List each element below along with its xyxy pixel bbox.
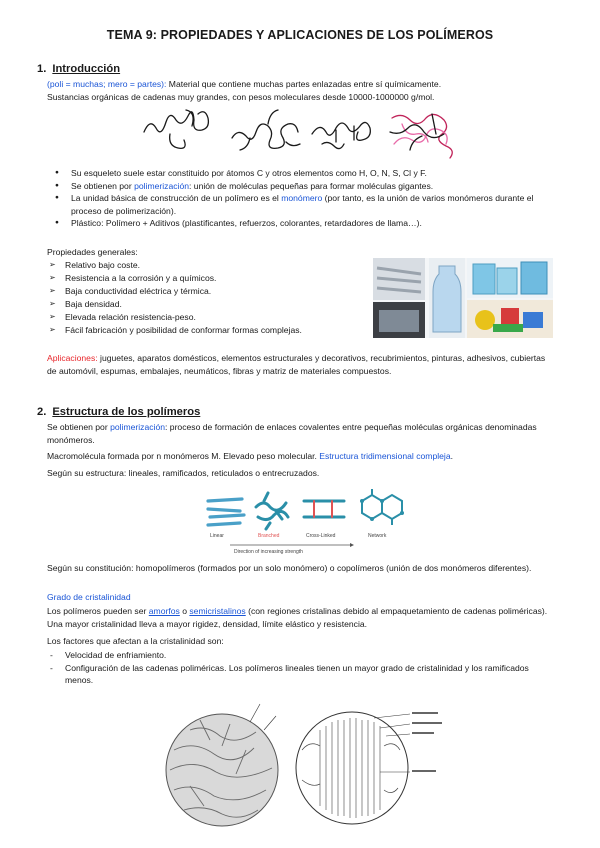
property-item: ➢ Baja densidad.: [47, 298, 367, 311]
etymology: (poli = muchas; mero = partes):: [47, 79, 167, 89]
bullet-item: ● Plástico: Polímero + Aditivos (plastificantes, refuerzos, colorantes, retardadores de llama…).: [55, 217, 555, 230]
definition-text: Material que contiene muchas partes enlazadas entre sí químicamente.: [166, 79, 442, 89]
intro-bullets: [55, 167, 555, 230]
properties-list: [47, 259, 367, 336]
section-2-paragraph-4: Según su constitución: homopolímeros (formados por un solo monómero) o copolímeros (unión de dos monómeros diferentes).: [47, 563, 532, 573]
crosslinked-structure: [304, 501, 344, 517]
property-item: ➢ Baja conductividad eléctrica y térmica.: [47, 285, 367, 298]
applications-paragraph: [47, 352, 557, 377]
label-network: Network: [368, 533, 387, 539]
factor-item: - Configuración de las cadenas poliméricas. Los polímeros lineales tienen un mayor grado de cristalinidad y los ramificados menos.: [47, 662, 557, 687]
property-item: ➢ Fácil fabricación y posibilidad de conformar formas complejas.: [47, 324, 367, 337]
factors-intro: Los factores que afectan a la cristalinidad son:: [47, 636, 224, 646]
linear-structure: [208, 499, 244, 525]
property-item: ➢ Relativo bajo coste.: [47, 259, 367, 272]
applications-label: Aplicaciones:: [47, 353, 98, 363]
label-linear: Linear: [210, 533, 224, 539]
section-2-paragraph-3: Según su estructura: lineales, ramificados, reticulados o entrecruzados.: [47, 468, 320, 478]
section-2-number: 2.: [37, 406, 47, 418]
crystallinity-figures: [160, 690, 460, 840]
strength-caption: Direction of increasing strength: [234, 549, 303, 555]
intro-line-2: Sustancias orgánicas de cadenas muy grandes, con pesos moleculares desde 10000-1000000 g/mol.: [47, 92, 435, 102]
polymer-chains-illustration: [140, 104, 470, 160]
network-chain-dark: [390, 114, 444, 150]
section-2-paragraph-1: Se obtienen por polimerización: proceso de formación de enlaces covalentes entre pequeñas moléculas orgánicas denominadas monómeros.: [47, 422, 537, 445]
crystallinity-subheading: Grado de cristalinidad: [47, 592, 131, 602]
section-2-title: Estructura de los polímeros: [52, 406, 201, 418]
branched-chain: [232, 110, 300, 150]
label-crosslinked: Cross-Linked: [306, 533, 336, 539]
crosslinked-chain: [312, 122, 370, 148]
micrograph-circle: [166, 704, 278, 826]
property-item: ➢ Resistencia a la corrosión y a químicos.: [47, 272, 367, 285]
schematic-circle: [296, 712, 442, 824]
crystallinity-paragraph: Los polímeros pueden ser amorfos o semicristalinos (con regiones cristalinas debido al empaquetamiento de cadenas poliméricas). Una mayor cristalinidad lleva a mayor rigidez, densidad, límite elástico y resistencia.: [47, 606, 548, 629]
intro-definition: [47, 78, 567, 91]
property-item: ➢ Elevada relación resistencia-peso.: [47, 311, 367, 324]
section-2-paragraph-2: Macromolécula formada por n monómeros M. Elevado peso molecular. Estructura tridimensional compleja.: [47, 451, 454, 461]
network-structure: [362, 489, 402, 525]
section-1-number: 1.: [37, 63, 47, 75]
section-1-title: Introducción: [52, 63, 121, 75]
applications-text: juguetes, aparatos domésticos, elementos estructurales y decorativos, recubrimientos, pinturas, adhesivos, cubiertas de automóvil, espumas, embalajes, neumáticos, fibras y matriz de materiales compuestos.: [47, 353, 546, 376]
linear-chain-1: [144, 112, 208, 132]
properties-title: Propiedades generales:: [47, 247, 138, 257]
branched-structure: [256, 493, 288, 529]
section-1-heading: [37, 63, 120, 75]
section-2-heading: [37, 406, 200, 418]
bullet-item: ● Su esqueleto suele estar constituido por átomos C y otros elementos como H, O, N, S, Cl y F.: [55, 167, 555, 180]
label-branched: Branched: [258, 533, 280, 539]
bullet-item: ● Se obtienen por polimerización: unión de moléculas pequeñas para formar moléculas gigantes.: [55, 180, 555, 193]
plastic-products-photo: [373, 258, 553, 338]
page-title: TEMA 9: PROPIEDADES Y APLICACIONES DE LOS POLÍMEROS: [106, 28, 494, 42]
factors-list: [47, 649, 557, 687]
polymer-structure-diagram: [200, 487, 410, 557]
factor-item: - Velocidad de enfriamiento.: [47, 649, 557, 662]
bullet-item: ● La unidad básica de construcción de un polímero es el monómero (por tanto, es la unión de varios monómeros durante el proceso de polimerización).: [55, 192, 555, 217]
